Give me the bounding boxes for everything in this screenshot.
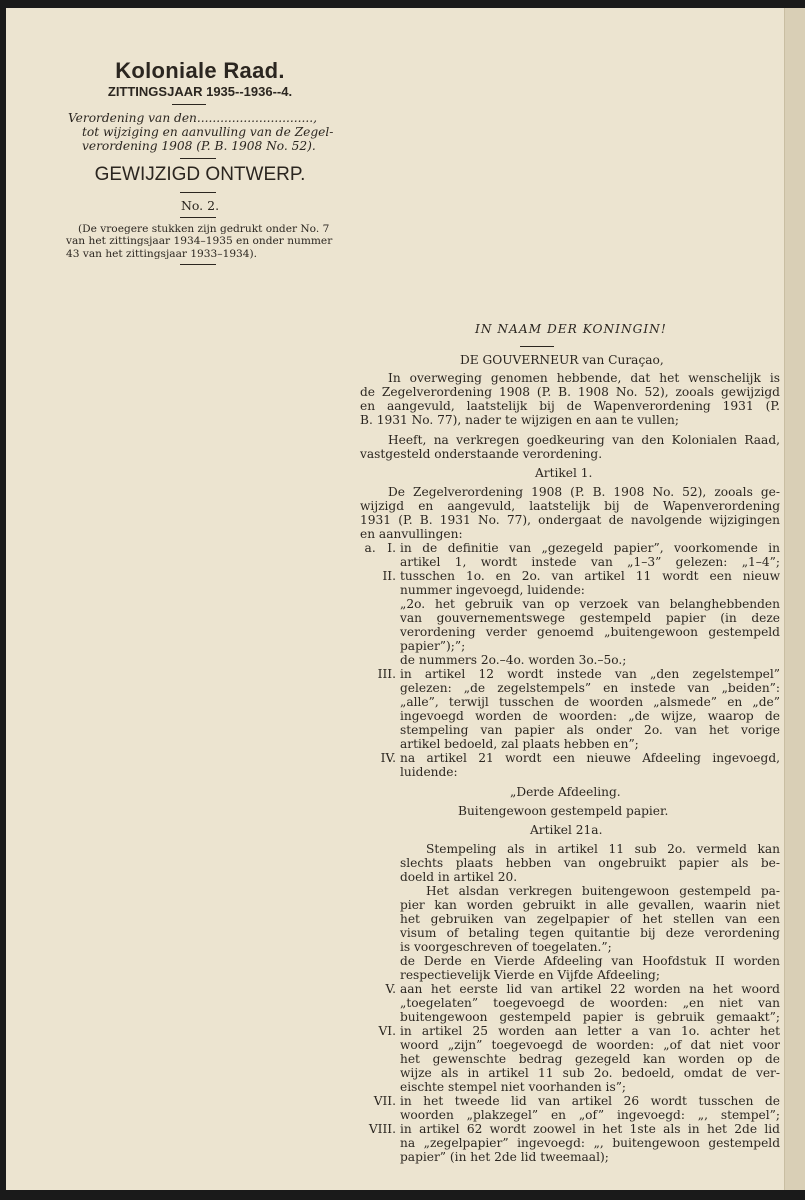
text-line: nummer ingevoegd, luidende: [400, 583, 585, 597]
item-marker: II. [382, 569, 396, 583]
divider [180, 217, 216, 218]
item-marker: VI. [378, 1024, 396, 1038]
item-marker: a. I. [364, 541, 396, 555]
text-line: in artikel 12 wordt instede van „den zegelstempel” [400, 667, 780, 681]
page-edge [784, 8, 805, 1190]
text-line: wijzigd en aangevuld, laatstelijk bij de Wapenverordening [360, 499, 780, 513]
text-line: papier”);”; [400, 639, 466, 653]
note-line: 43 van het zittingsjaar 1933–1934). [66, 247, 258, 260]
document-number: No. 2. [180, 198, 220, 213]
text-line: pier kan worden gebruikt in alle gevallen, waarin niet [400, 898, 780, 912]
text-line: het gewenschte bedrag gezegeld kan worden op de [400, 1052, 780, 1066]
text-line: gelezen: „de zegelstempels” en instede van „beiden”: [400, 681, 780, 695]
text-line: In overweging genomen hebbende, dat het wenschelijk is [388, 371, 780, 385]
text-line: en aanvullingen: [360, 527, 463, 541]
text-line: luidende: [400, 765, 458, 779]
text-line: eischte stempel niet voorhanden is”; [400, 1080, 627, 1094]
text-line: in artikel 25 worden aan letter a van 1o. achter het [400, 1024, 780, 1038]
item-marker: IV. [380, 751, 396, 765]
divider [180, 192, 216, 193]
text-line: in de definitie van „gezegeld papier”, voorkomende in [400, 541, 780, 555]
text-line: Het alsdan verkregen buitengewoon gestempeld pa- [426, 884, 780, 898]
council-title: Koloniale Raad. [115, 58, 285, 83]
text-line: Heeft, na verkregen goedkeuring van den Kolonialen Raad, [388, 433, 780, 447]
subject-line: verordening 1908 (P. B. 1908 No. 52). [82, 139, 316, 154]
text-line: slechts plaats hebben van ongebruikt papier als be- [400, 856, 780, 870]
text-line: in het tweede lid van artikel 26 wordt tusschen de [400, 1094, 780, 1108]
text-line: de nummers 2o.–4o. worden 3o.–5o.; [400, 653, 627, 667]
subject-block [68, 111, 338, 154]
session-year: ZITTINGSJAAR 1935--1936--4. [107, 84, 293, 99]
text-line: Artikel 21a. [530, 823, 603, 837]
text-line: en aangevuld, laatstelijk bij de Wapenverordening 1931 (P. [360, 399, 780, 413]
note-line: (De vroegere stukken zijn gedrukt onder No. 7 [78, 223, 330, 235]
text-line: de Derde en Vierde Afdeeling van Hoofdstuk II worden [400, 954, 780, 968]
text-line: het gebruiken van zegelpapier of het stellen van een [400, 912, 780, 926]
text-line: tusschen 1o. en 2o. van artikel 11 wordt een nieuw [400, 569, 780, 583]
text-line: visum of betaling tegen quitantie bij deze verordening [400, 926, 780, 940]
text-line: vastgesteld onderstaande verordening. [360, 447, 603, 461]
text-line: respectievelijk Vierde en Vijfde Afdeeling; [400, 968, 660, 982]
text-line: na „zegelpapier” ingevoegd: „, buitengewoon gestempeld [400, 1136, 780, 1150]
item-marker: VII. [373, 1094, 396, 1108]
text-line: Stempeling als in artikel 11 sub 2o. vermeld kan [426, 842, 780, 856]
text-line: DE GOUVERNEUR van Curaçao, [460, 353, 664, 367]
text-line: buitengewoon gestempeld papier is gebruik gemaakt”; [400, 1010, 780, 1024]
text-line: aan het eerste lid van artikel 22 worden na het woord [400, 982, 780, 996]
text-line: „Derde Afdeeling. [510, 785, 621, 799]
text-line: B. 1931 No. 77), nader te wijzigen en aan te vullen; [360, 413, 679, 427]
divider [172, 104, 206, 105]
text-line: ingevoegd worden de woorden: „de wijze, waarop de [400, 709, 780, 723]
subject-line: Verordening van den.............................., [68, 111, 318, 125]
item-marker: V. [385, 982, 396, 996]
item-marker: III. [377, 667, 396, 681]
subject-line: tot wijziging en aanvulling van de Zegel- [82, 125, 334, 140]
text-line: in artikel 62 wordt zoowel in het 1ste als in het 2de lid [400, 1122, 780, 1136]
text-line: de Zegelverordening 1908 (P. B. 1908 No. 52), zooals gewijzigd [360, 385, 780, 399]
text-line: Artikel 1. [535, 466, 593, 480]
text-line: 1931 (P. B. 1931 No. 77), ondergaat de navolgende wijzigingen [360, 513, 780, 527]
text-line: woord „zijn” toegevoegd de woorden: „of dat niet voor [400, 1038, 780, 1052]
prior-documents-note [66, 223, 346, 260]
text-line: Buitengewoon gestempeld papier. [458, 804, 669, 818]
document-heading: GEWIJZIGD ONTWERP. [94, 164, 306, 185]
text-line: De Zegelverordening 1908 (P. B. 1908 No. 52), zooals ge- [388, 485, 780, 499]
text-line: „2o. het gebruik van op verzoek van belanghebbenden [400, 597, 780, 611]
divider [180, 158, 216, 159]
text-line: wijze als in artikel 11 sub 2o. bedoeld, omdat de ver- [400, 1066, 780, 1080]
text-line: stempeling van papier als onder 2o. van het vorige [400, 723, 780, 737]
item-marker: VIII. [368, 1122, 396, 1136]
text-line: papier” (in het 2de lid tweemaal); [400, 1150, 609, 1164]
text-line: is voorgeschreven of toegelaten.”; [400, 940, 612, 954]
text-line: van gouvernementswege gestempeld papier (in deze [400, 611, 780, 625]
text-line: artikel bedoeld, zal plaats hebben en”; [400, 737, 639, 751]
text-line: IN NAAM DER KONINGIN! [475, 322, 667, 336]
text-line: „toegelaten” toegevoegd de woorden: „en niet van [400, 996, 780, 1010]
divider [520, 346, 554, 347]
text-line: woorden „plakzegel” en „of” ingevoegd: „, stempel”; [400, 1108, 780, 1122]
text-line: verordening verder genoemd „buitengewoon gestempeld [400, 625, 780, 639]
text-line: artikel 1, wordt instede van „1–3” gelezen: „1–4”; [400, 555, 780, 569]
text-line: doeld in artikel 20. [400, 870, 518, 884]
text-line: „alle”, terwijl tusschen de woorden „alsmede” en „de” [400, 695, 780, 709]
note-line: van het zittingsjaar 1934–1935 en onder nummer [66, 235, 333, 248]
text-line: na artikel 21 wordt een nieuwe Afdeeling ingevoegd, [400, 751, 780, 765]
divider [180, 264, 216, 265]
